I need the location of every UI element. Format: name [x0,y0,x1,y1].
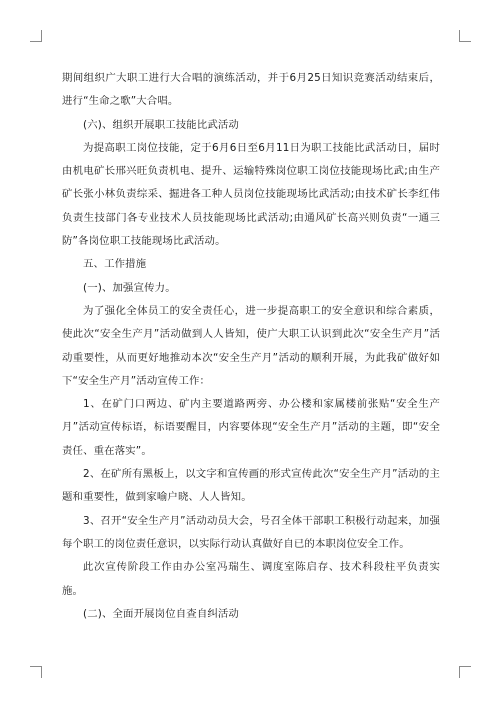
paragraph: 此次宣传阶段工作由办公室冯瑞生、调度室陈启存、技术科段柱平负责实施。 [62,561,440,597]
list-item: 1、在矿门口两边、矿内主要道路两旁、办公楼和家属楼前张贴“安全生产月”活动宣传标语，标语要醒目，内容要体现“安全生产月”活动的主题，即“安全责任、重在落实”。 [62,398,440,457]
section-heading: (一)、加强宣传力。 [83,281,176,294]
document-body [62,67,440,626]
paragraph: 为提高职工岗位技能，定于6月6日至6月11日为职工技能比武活动日，届时由机电矿长邢兴旺负责机电、提升、运输特殊岗位职工岗位技能现场比武;由生产矿长张小林负责综采、掘进各工种人员岗位技能现场比武活动;由技术矿长李红伟负责生技部门各专业技术人员技能现场比武活动;由通风矿长高兴则负责“一通三防”各岗位职工技能现场比武活动。 [62,141,440,248]
section-heading: (六)、组织开展职工技能比武活动 [83,118,239,131]
crop-mark-bottom-left [30,666,42,678]
list-item: 2、在矿所有黑板上，以文字和宣传画的形式宣传此次“安全生产月”活动的主题和重要性，做到家喻户晓、人人皆知。 [62,468,440,504]
crop-mark-top-left [30,30,42,42]
section-heading: (二)、全面开展岗位自查自纠活动 [83,607,239,620]
paragraph: 为了强化全体员工的安全责任心，进一步提高职工的安全意识和综合素质，使此次“安全生产月”活动做到人人皆知，使广大职工认识到此次“安全生产月”活动重要性，从而更好地推动本次“安全生产月”活动的顺利开展，为此我矿做好如下“安全生产月”活动宣传工作： [62,304,440,387]
paragraph: 期间组织广大职工进行大合唱的演练活动，并于6月25日知识竞赛活动结束后，进行“生命之歌”大合唱。 [62,72,440,108]
section-heading: 五、工作措施 [83,258,147,271]
crop-mark-top-right [459,30,471,42]
crop-mark-bottom-right [459,666,471,678]
list-item: 3、召开“安全生产月”活动动员大会，号召全体干部职工积极行动起来，加强每个职工的岗位责任意识，以实际行动认真做好自已的本职岗位安全工作。 [62,514,440,550]
